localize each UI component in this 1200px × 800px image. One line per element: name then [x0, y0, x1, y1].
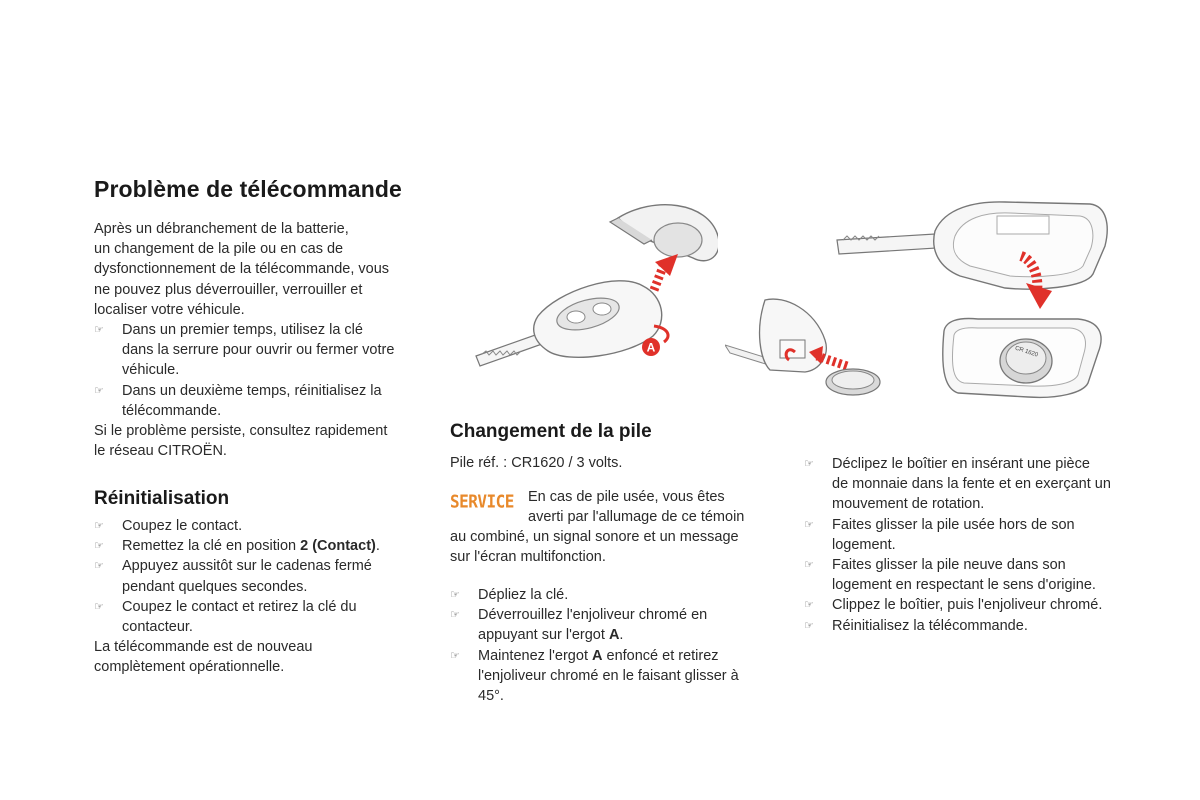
- intro-text: Après un débranchement de la batterie, un changement de la pile ou en cas de dysfonctionnement de la télécommande, vous ne pouvez plus déverrouiller, verrouiller et localiser votre véhicule.: [94, 221, 390, 318]
- chrome-cover-shape: [610, 205, 718, 261]
- battery-compartment-illustration: [938, 283, 1113, 403]
- pointing-hand-icon: ☞: [94, 384, 104, 397]
- key-shell-shape: [934, 202, 1107, 289]
- pile-steps-right-list: [804, 454, 1144, 636]
- outro-text: Si le problème persiste, consultez rapidement le réseau CITROËN.: [94, 423, 388, 460]
- svg-text:A: A: [646, 340, 656, 355]
- list-item: ☞ Faites glisser la pile usée hors de son logement.: [804, 516, 1075, 553]
- list-item: ☞ Coupez le contact et retirez la clé du contacteur.: [94, 598, 357, 636]
- list-item: ☞ Déclipez le boîtier en insérant une pièce de monnaie dans la fente et en exerçant un mouvement de rotation.: [804, 456, 1111, 513]
- warning-text-top: En cas de pile usée, vous êtes averti par l'allumage de ce témoin: [528, 489, 745, 526]
- pointing-hand-icon: ☞: [94, 324, 104, 337]
- list-item: ☞ Coupez le contact.: [94, 516, 424, 536]
- list-item: ☞ Dans un premier temps, utilisez la clé dans la serrure pour ouvrir ou fermer votre véhicule.: [94, 322, 395, 379]
- key-blade-shape: [476, 334, 542, 366]
- pointing-hand-icon: ☞: [804, 458, 814, 470]
- pointing-hand-icon: ☞: [804, 559, 814, 572]
- pile-steps-list: [450, 585, 770, 706]
- pointing-hand-icon: ☞: [94, 540, 104, 553]
- pointing-hand-icon: ☞: [450, 589, 460, 601]
- coin-battery-shape: [1000, 339, 1052, 383]
- pile-title: Changement de la pile: [450, 421, 652, 442]
- warning-text-bottom: au combiné, un signal sonore et un message sur l'écran multifonction.: [450, 529, 739, 566]
- list-item: ☞ Remettez la clé en position 2 (Contact).: [94, 536, 424, 556]
- pointing-hand-icon: ☞: [804, 599, 814, 612]
- list-item: ☞ Maintenez l'ergot A enfoncé et retirez l'enjoliveur chromé en le faisant glisser à 45°.: [450, 647, 739, 705]
- svg-text:CR 1620: CR 1620: [1014, 345, 1039, 359]
- pile-steps-right: [804, 454, 1144, 636]
- pile-steps-left: [450, 585, 770, 706]
- reinit-outro: La télécommande est de nouveau complètement opérationnelle.: [94, 639, 313, 676]
- battery-insertion-illustration: [725, 290, 890, 402]
- arrow-up-icon: [654, 254, 678, 290]
- pointing-hand-icon: ☞: [94, 600, 104, 613]
- key-cover-removal-illustration: [468, 196, 718, 376]
- list-item: ☞ Dépliez la clé.: [450, 585, 770, 605]
- reinit-title: Réinitialisation: [94, 488, 230, 509]
- list-item: ☞ Dans un deuxième temps, réinitialisez la télécommande.: [94, 382, 382, 419]
- probleme-bullet-list: [94, 320, 424, 421]
- page-title: Problème de télécommande: [94, 176, 402, 202]
- pointing-hand-icon: ☞: [94, 560, 104, 573]
- pointing-hand-icon: ☞: [804, 518, 814, 531]
- reinit-block: [94, 516, 424, 678]
- service-warning-icon: SERVICE: [450, 491, 514, 512]
- pointing-hand-icon: ☞: [94, 520, 104, 532]
- key-blade-shape: [837, 234, 937, 254]
- list-item: ☞ Faites glisser la pile neuve dans son logement en respectant le sens d'origine.: [804, 557, 1096, 594]
- key-opened-illustration: [835, 196, 1110, 296]
- pointing-hand-icon: ☞: [450, 609, 460, 622]
- ergot-a-marker: [642, 338, 660, 356]
- battery-reference: Pile réf. : CR1620 / 3 volts.: [450, 455, 623, 471]
- list-item: ☞ Réinitialisez la télécommande.: [804, 616, 1144, 636]
- key-housing-shape: [725, 299, 826, 372]
- probleme-intro: [94, 219, 424, 461]
- list-item: ☞ Clippez le boîtier, puis l'enjoliveur chromé.: [804, 595, 1144, 615]
- pointing-hand-icon: ☞: [804, 619, 814, 632]
- arrow-down-head-icon: [1026, 283, 1052, 309]
- list-item: ☞ Appuyez aussitôt sur le cadenas fermé pendant quelques secondes.: [94, 558, 372, 595]
- reinit-bullet-list: [94, 516, 424, 637]
- pointing-hand-icon: ☞: [450, 649, 460, 662]
- list-item: ☞ Déverrouillez l'enjoliveur chromé en appuyant sur l'ergot A.: [450, 607, 708, 644]
- coin-battery-shape: [826, 369, 880, 395]
